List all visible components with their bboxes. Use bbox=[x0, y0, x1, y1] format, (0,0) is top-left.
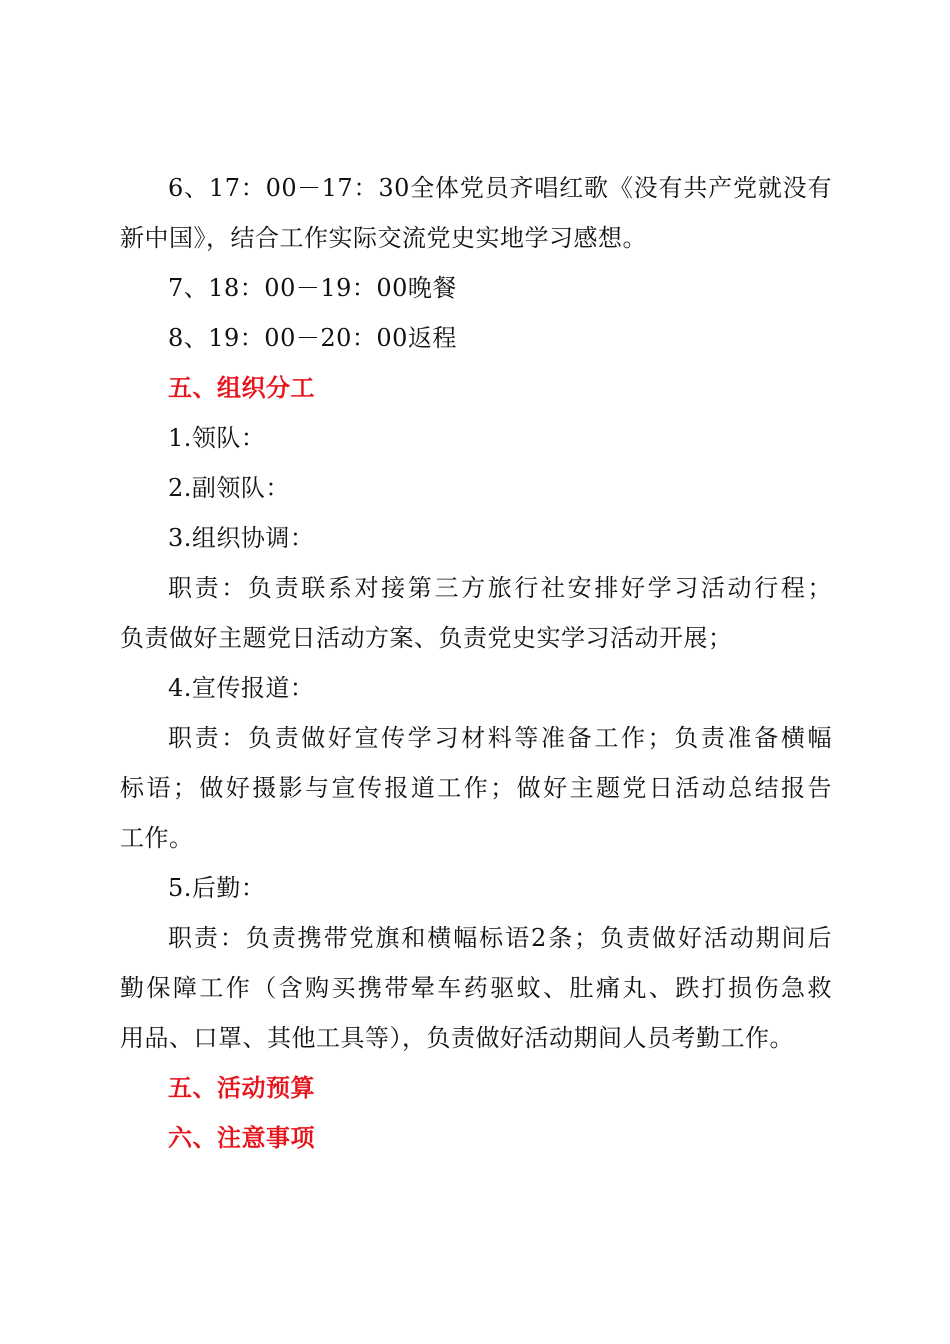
schedule-item-6-line-2: 新中国》，结合工作实际交流党史实地学习感想。 bbox=[120, 224, 647, 252]
logistics-duty-line-2: 勤保障工作（含购买携带晕车药驱蚊、肚痛丸、跌打损伤急救 bbox=[120, 974, 832, 1002]
logistics-duty-line-1: 职责：负责携带党旗和横幅标语2条；负责做好活动期间后 bbox=[168, 924, 832, 952]
publicity-duty-line-3: 工作。 bbox=[120, 824, 194, 852]
publicity-duty-line-1: 职责：负责做好宣传学习材料等准备工作；负责准备横幅 bbox=[168, 724, 832, 752]
section-heading-notes: 六、注意事项 bbox=[168, 1124, 315, 1152]
role-deputy-leader: 2.副领队： bbox=[168, 474, 290, 502]
role-coordination: 3.组织协调： bbox=[168, 524, 315, 552]
publicity-duty-line-2: 标语；做好摄影与宣传报道工作；做好主题党日活动总结报告 bbox=[120, 774, 832, 802]
role-logistics: 5.后勤： bbox=[168, 874, 266, 902]
schedule-item-8: 8、19：00－20：00返程 bbox=[168, 324, 457, 352]
section-heading-budget: 五、活动预算 bbox=[168, 1074, 315, 1102]
coordination-duty-line-1: 职责：负责联系对接第三方旅行社安排好学习活动行程； bbox=[168, 574, 832, 602]
section-heading-organization: 五、组织分工 bbox=[168, 374, 315, 402]
coordination-duty-line-2: 负责做好主题党日活动方案、负责党史实学习活动开展； bbox=[120, 624, 733, 652]
schedule-item-7: 7、18：00－19：00晚餐 bbox=[168, 274, 457, 302]
role-leader: 1.领队： bbox=[168, 424, 266, 452]
schedule-item-6-line-1: 6、17：00－17：30全体党员齐唱红歌《没有共产党就没有 bbox=[168, 174, 832, 202]
role-publicity: 4.宣传报道： bbox=[168, 674, 315, 702]
logistics-duty-line-3: 用品、口罩、其他工具等），负责做好活动期间人员考勤工作。 bbox=[120, 1024, 794, 1052]
